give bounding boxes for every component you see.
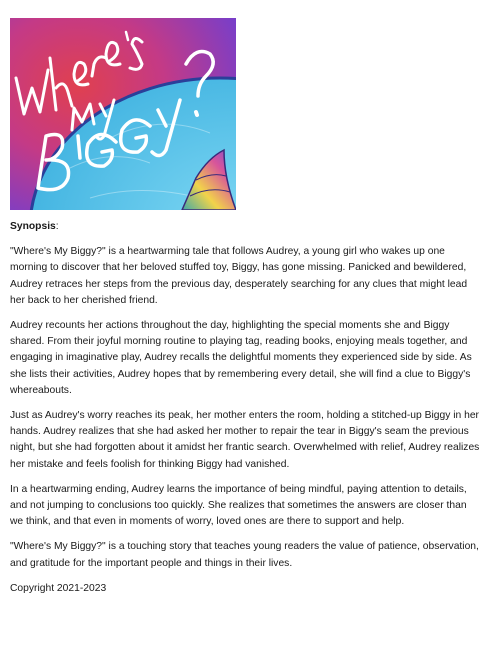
synopsis-section — [10, 219, 480, 606]
synopsis-paragraph-1: "Where's My Biggy?" is a heartwarming tale that follows Audrey, a young girl who wakes up one morning to discover that her beloved stuffed toy, Biggy, has gone missing. Panicked and bewildered, Audrey retraces her steps from the previous day, desperately searching for any clues that might lead her back to her cherished friend. — [10, 246, 468, 306]
synopsis-paragraph-5: "Where's My Biggy?" is a touching story that teaches young readers the value of patience, observation, and gratitude for the important people and things in their lives. — [10, 541, 479, 569]
synopsis-paragraph-3: Just as Audrey's worry reaches its peak, her mother enters the room, holding a stitched-up Biggy in her hands. Audrey realizes that she had asked her mother to repair the tear in Biggy's seam the previous night, but she had forgotten about it amidst her frantic search. Overwhelmed with relief, Audrey realizes her mistake and feels foolish for thinking Biggy had vanished. — [10, 410, 480, 470]
synopsis-label: Synopsis — [10, 221, 56, 232]
synopsis-colon: : — [55, 221, 59, 232]
synopsis-paragraph-2: Audrey recounts her actions throughout the day, highlighting the special moments she and Biggy shared. From their joyful morning routine to playing tag, reading books, enjoying meals together, and engaging in imaginative play, Audrey recalls the delightful moments they experienced side by side. As she lists their activities, Audrey hopes that by remembering every detail, she will find a clue to Biggy's whereabouts. — [10, 320, 472, 396]
copyright-notice: Copyright 2021-2023 — [10, 582, 107, 594]
cover-art — [10, 18, 236, 210]
synopsis-paragraph-4: In a heartwarming ending, Audrey learns the importance of being mindful, paying attention to details, and not jumping to conclusions too quickly. She realizes that sometimes the answers are closer than we think, and that even in moments of worry, loved ones are there to support and help. — [10, 483, 467, 528]
cover-illustration — [10, 18, 236, 210]
synopsis-heading — [10, 219, 480, 235]
